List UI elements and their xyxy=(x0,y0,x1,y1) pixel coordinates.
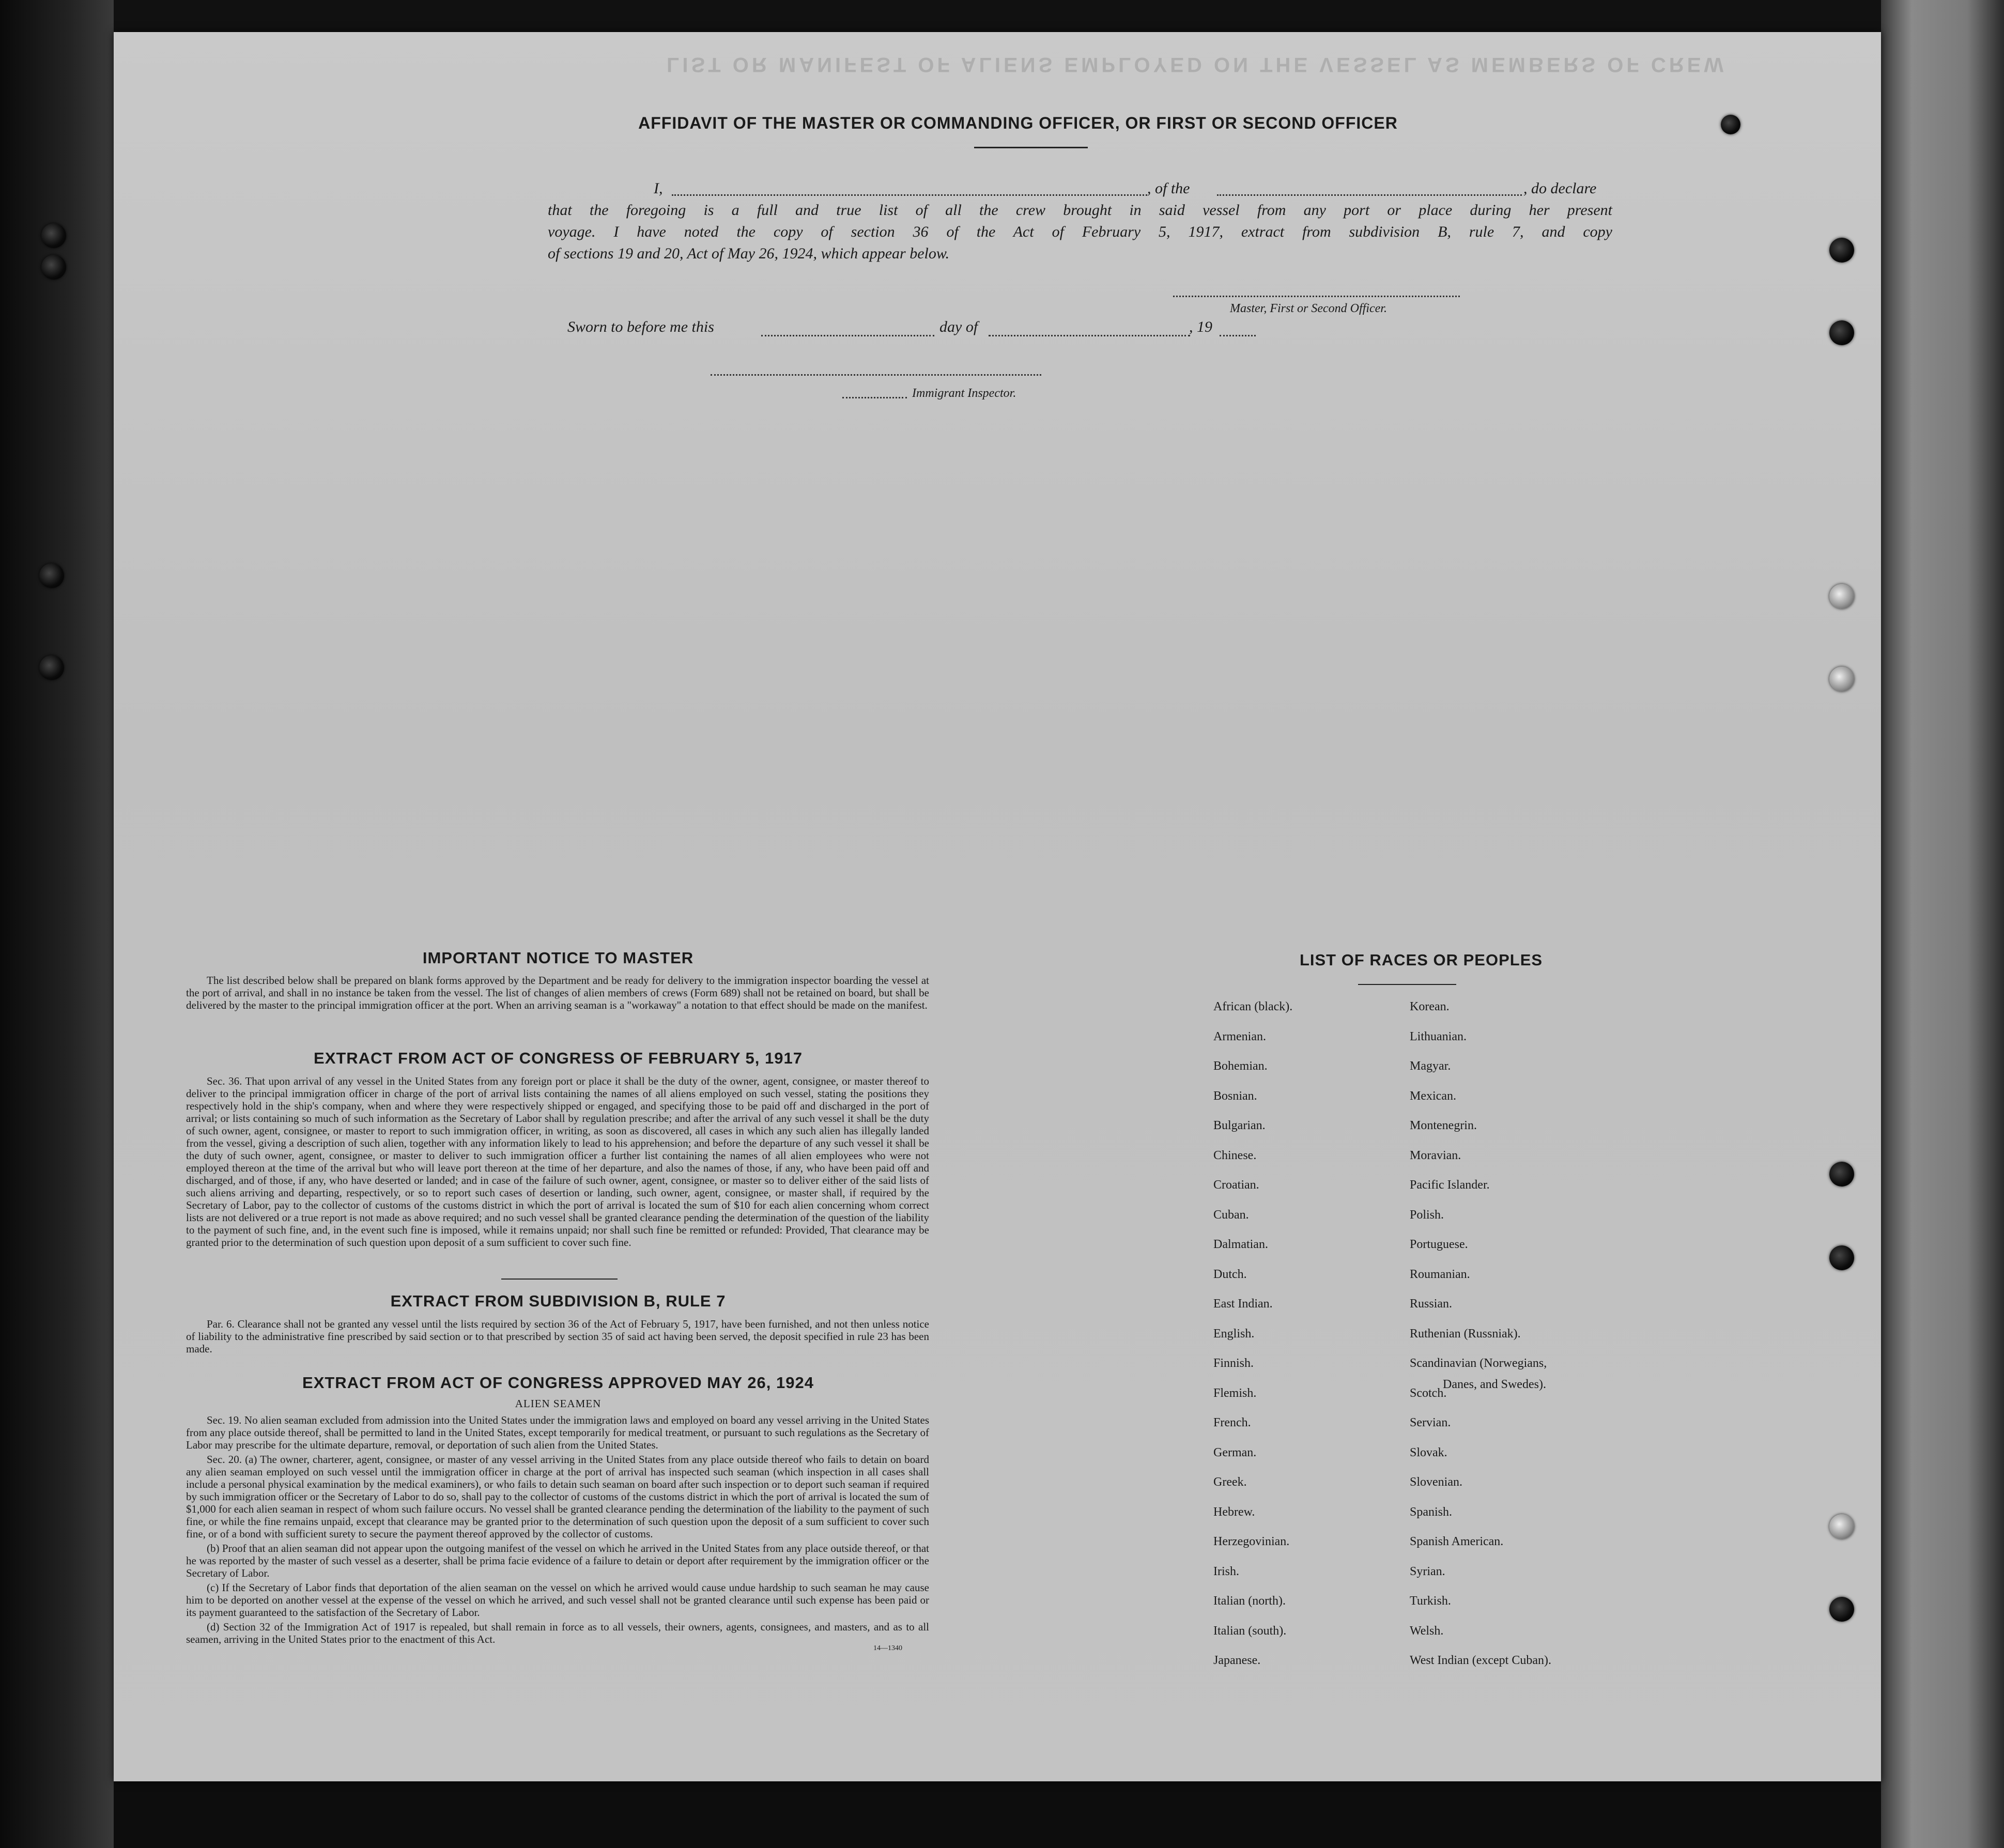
punch-hole xyxy=(39,655,64,680)
signature-caption: Master, First or Second Officer. xyxy=(1230,302,1387,315)
race-item: Bosnian. xyxy=(1213,1089,1257,1103)
notice-body xyxy=(186,974,929,1013)
punch-hole xyxy=(1829,1162,1854,1187)
race-item: Korean. xyxy=(1410,1000,1450,1013)
sworn-day-blank xyxy=(761,335,934,336)
race-item: Herzegovinian. xyxy=(1213,1535,1290,1548)
race-item: Polish. xyxy=(1410,1208,1444,1222)
vessel-blank xyxy=(1217,194,1522,196)
race-item: Moravian. xyxy=(1410,1148,1461,1162)
race-item: Turkish. xyxy=(1410,1594,1451,1608)
sworn-line xyxy=(567,318,1343,339)
race-item: Bohemian. xyxy=(1213,1059,1268,1073)
sec-20a-paragraph: Sec. 20. (a) The owner, charterer, agent, consignee, or master of any vessel arriving in the United States from any place outside thereof who fails to detain on board any alien seaman employed on such vessel until the immigration officer in charge at the port of arrival has inspected such seaman (which inspection in all cases shall include a personal physical examination by the medical examiners), or who fails to detain such seaman on board after such inspection or to deport such seaman if required by such immigration officer or the Secretary of Labor to do so, shall pay to the collector of customs of the customs district in which the port of arrival is located the sum of $1,000 for each alien seaman in respect of whom such failure occurs. No vessel shall be granted clearance pending the determination of the liability to the payment of such fine, or while the fine remains unpaid, except that clearance may be granted prior to the determination of such question upon the deposit of a sum sufficient to cover such fine, or of a bond with sufficient surety to secure the payment thereof approved by the collector of customs. xyxy=(186,1453,930,1540)
race-item: English. xyxy=(1213,1327,1255,1341)
race-item: Greek. xyxy=(1213,1475,1247,1489)
sec-20d-paragraph: (d) Section 32 of the Immigration Act of 1917 is repealed, but shall remain in force as to all vessels, their owners, agents, consignees, and masters, and as to all seamen, arriving in the United States prior to the enactment of this Act. xyxy=(186,1621,929,1645)
race-item: Scandinavian (Norwegians, xyxy=(1410,1357,1547,1370)
affidavit-line-2: that the foregoing is a full and true list of all the crew brought in said vessel from any port or place during her present xyxy=(548,202,1612,219)
race-item: East Indian. xyxy=(1213,1297,1273,1311)
affidavit-i-label: I, xyxy=(654,180,663,197)
sworn-day-of: day of xyxy=(939,318,978,335)
extract-rule7-body xyxy=(186,1318,929,1357)
section-divider xyxy=(501,1279,618,1280)
race-item: Flemish. xyxy=(1213,1386,1257,1400)
race-item: French. xyxy=(1213,1416,1251,1429)
punch-hole xyxy=(1829,667,1854,691)
par-6-paragraph: Par. 6. Clearance shall not be granted any vessel until the lists required by section 36 of the Act of February 5, 1917, have been furnished, and not then unless notice of liability to the administrative fine prescribed by said section or to that prescribed by section 35 of said act having been served, the deposit specified in rule 23 has been made. xyxy=(186,1318,929,1355)
race-item: Mexican. xyxy=(1410,1089,1456,1103)
race-item: Portuguese. xyxy=(1410,1238,1468,1251)
inspector-signature-line xyxy=(711,374,1041,376)
notice-title: IMPORTANT NOTICE TO MASTER xyxy=(422,949,694,967)
race-item: Cuban. xyxy=(1213,1208,1249,1222)
race-item: Lithuanian. xyxy=(1410,1029,1467,1043)
affidavit-line-3: voyage. I have noted the copy of section 36 of the Act of February 5, 1917, extract from subdivision B, rule 7, and copy xyxy=(548,223,1612,240)
sworn-month-blank xyxy=(989,335,1190,336)
race-item: Spanish American. xyxy=(1410,1535,1504,1548)
title-underline xyxy=(974,147,1088,148)
race-item: Pacific Islander. xyxy=(1410,1178,1490,1192)
races-title: LIST OF RACES OR PEOPLES xyxy=(1299,951,1543,969)
sec-20b-paragraph: (b) Proof that an alien seaman did not appear upon the outgoing manifest of the vessel on which he arrived in the United States from any place outside thereof, or that he was reported by the master of such vessel as a deserter, shall be prima facie evidence of a failure to detain or deport after requirement by the immigration officer or the Secretary of Labor. xyxy=(186,1542,929,1579)
race-item: Servian. xyxy=(1410,1416,1451,1429)
affidavit-body xyxy=(548,178,1612,265)
bleed-through-text: LIST OR MANIFEST OF ALIENS EMPLOYED ON THE VESSEL AS MEMBERS OF CREW xyxy=(667,53,1727,76)
race-item: Welsh. xyxy=(1410,1624,1444,1638)
race-item: German. xyxy=(1213,1445,1257,1459)
race-item: Magyar. xyxy=(1410,1059,1451,1073)
inspector-prefix-blank xyxy=(842,397,907,398)
sworn-year: , 19 xyxy=(1189,318,1212,335)
punch-hole xyxy=(1829,238,1854,263)
race-item: Finnish. xyxy=(1213,1357,1254,1370)
ink-blot xyxy=(1721,115,1740,134)
signature-line xyxy=(1173,296,1460,297)
race-scandinavian-continuation: Danes, and Swedes). xyxy=(1443,1378,1546,1391)
race-item: Armenian. xyxy=(1213,1029,1266,1043)
punch-hole xyxy=(1829,320,1854,345)
affidavit-of-the-label: , of the xyxy=(1147,180,1190,197)
race-item: Chinese. xyxy=(1213,1148,1257,1162)
notice-paragraph: The list described below shall be prepared on blank forms approved by the Department and be ready for delivery to the immigration inspector boarding the vessel at the port of arrival, and shall in no instance be taken from the vessel. The list of changes of alien members of crews (Form 689) shall not be retained on board, but shall be delivered by the master to the principal immigration officer at the port. When an arriving seaman is a "workaway" a notation to that effect should be made on the manifest. xyxy=(186,974,929,1011)
race-item: Croatian. xyxy=(1213,1178,1259,1192)
punch-hole xyxy=(1829,1245,1854,1270)
race-item: Russian. xyxy=(1410,1297,1453,1311)
races-title-underline xyxy=(1358,984,1456,985)
extract-1924-body xyxy=(186,1414,929,1647)
punch-hole xyxy=(1829,1514,1854,1539)
document-page xyxy=(114,32,1881,1781)
punch-hole xyxy=(39,563,64,588)
race-item: Slovak. xyxy=(1410,1445,1447,1459)
race-item: Dutch. xyxy=(1213,1267,1247,1281)
race-item: Hebrew. xyxy=(1213,1505,1255,1519)
race-item: Italian (south). xyxy=(1213,1624,1287,1638)
race-item: Roumanian. xyxy=(1410,1267,1470,1281)
form-number: 14—1340 xyxy=(873,1644,902,1652)
affidavit-line-1 xyxy=(548,178,1612,199)
sworn-year-blank xyxy=(1220,335,1256,336)
race-item: Japanese. xyxy=(1213,1654,1261,1667)
race-item: African (black). xyxy=(1213,1000,1293,1013)
scan-border-right xyxy=(1881,0,2004,1848)
punch-hole xyxy=(41,255,66,280)
race-item: Scotch. xyxy=(1410,1386,1447,1400)
sec-20c-paragraph: (c) If the Secretary of Labor finds that deportation of the alien seaman on the vessel on which he arrived would cause undue hardship to such seaman he may cause him to be deported on another vessel at the expense of the vessel on which he arrived, and such vessel shall not be granted clearance until such expense has been paid or its payment guaranteed to the satisfaction of the Secretary of Labor. xyxy=(186,1581,929,1619)
extract-1917-title: EXTRACT FROM ACT OF CONGRESS OF FEBRUARY 5, 1917 xyxy=(314,1049,803,1067)
sec-36-paragraph: Sec. 36. That upon arrival of any vessel in the United States from any foreign port or place it shall be the duty of the owner, agent, consignee, or master thereof to deliver to the principal immigration officer in charge of the port of arrival lists containing the names of all aliens employed on such vessel, stating the positions they respectively hold in the ship's company, when and where they were respectively shipped or engaged, and specifying those to be paid off and discharged in the port of arrival; or lists containing so much of such information as the Secretary of Labor shall by regulation prescribe; and after the arrival of any such vessel it shall be the duty of such owner, agent, consignee, or master to report to such immigration officer, in writing, as soon as discovered, all cases in which any such alien has illegally landed from the vessel, giving a description of such alien, together with any information likely to lead to his apprehension; and before the departure of any such vessel it shall be the duty of such owner, agent, consignee, or master to deliver to such immigration officer a further list containing the names of all alien employees who were not employed thereon at the time of the arrival but who will leave port thereon at the time of her departure, and also the names of those, if any, who have been paid off and discharged, and of those, if any, who have deserted or landed; and in case of the failure of such owner, agent, consignee, or master so to deliver either of the said lists of such aliens arriving and departing, respectively, or so to report such cases of desertion or landing, such owner, agent, consignee, or master shall, if required by the Secretary of Labor, pay to the collector of customs of the customs district in which the port of arrival is located the sum of $10 for each alien concerning whom correct lists are not delivered or a true report is not made as above required; and no such vessel shall be granted clearance pending the determination of the question of the liability to the payment of such fine, and, in the event such fine is imposed, while it remains unpaid; nor shall such fine be remitted or refunded: Provided, That clearance may be granted prior to the determination of such question upon deposit of a sum sufficient to cover such fine. xyxy=(186,1075,929,1249)
race-item: Spanish. xyxy=(1410,1505,1453,1519)
race-item: Ruthenian (Russniak). xyxy=(1410,1327,1521,1341)
alien-seamen-subtitle: ALIEN SEAMEN xyxy=(515,1397,602,1410)
punch-hole xyxy=(1829,1597,1854,1622)
races-left-column xyxy=(1213,992,1399,1676)
race-item: Bulgarian. xyxy=(1213,1119,1266,1132)
race-item: Dalmatian. xyxy=(1213,1238,1268,1251)
races-right-column xyxy=(1410,992,1637,1676)
scan-border-top xyxy=(0,0,2004,31)
extract-1917-body xyxy=(186,1075,929,1251)
affidavit-declare-label: , do declare xyxy=(1523,180,1597,197)
name-blank xyxy=(672,194,1147,196)
punch-hole xyxy=(41,223,66,248)
sec-19-paragraph: Sec. 19. No alien seaman excluded from admission into the United States under the immigration laws and employed on board any vessel arriving in the United States from any place outside thereof, shall be permitted to land in the United States, except temporarily for medical treatment, or pursuant to such regulations as the Secretary of Labor may prescribe for the ultimate departure, removal, or deportation of such alien from the United States. xyxy=(186,1414,929,1451)
punch-hole xyxy=(1829,584,1854,609)
affidavit-title: AFFIDAVIT OF THE MASTER OR COMMANDING OFFICER, OR FIRST OR SECOND OFFICER xyxy=(638,114,1398,132)
race-item: Syrian. xyxy=(1410,1564,1445,1578)
extract-1924-title: EXTRACT FROM ACT OF CONGRESS APPROVED MAY 26, 1924 xyxy=(302,1374,814,1392)
sworn-prefix: Sworn to before me this xyxy=(567,318,714,335)
race-item: West Indian (except Cuban). xyxy=(1410,1654,1551,1667)
race-item: Montenegrin. xyxy=(1410,1119,1477,1132)
affidavit-line-4: of sections 19 and 20, Act of May 26, 1924, which appear below. xyxy=(548,245,950,262)
race-item: Irish. xyxy=(1213,1564,1239,1578)
race-item: Italian (north). xyxy=(1213,1594,1286,1608)
inspector-caption: Immigrant Inspector. xyxy=(912,387,1016,400)
race-item: Slovenian. xyxy=(1410,1475,1462,1489)
extract-rule7-title: EXTRACT FROM SUBDIVISION B, RULE 7 xyxy=(390,1292,726,1310)
